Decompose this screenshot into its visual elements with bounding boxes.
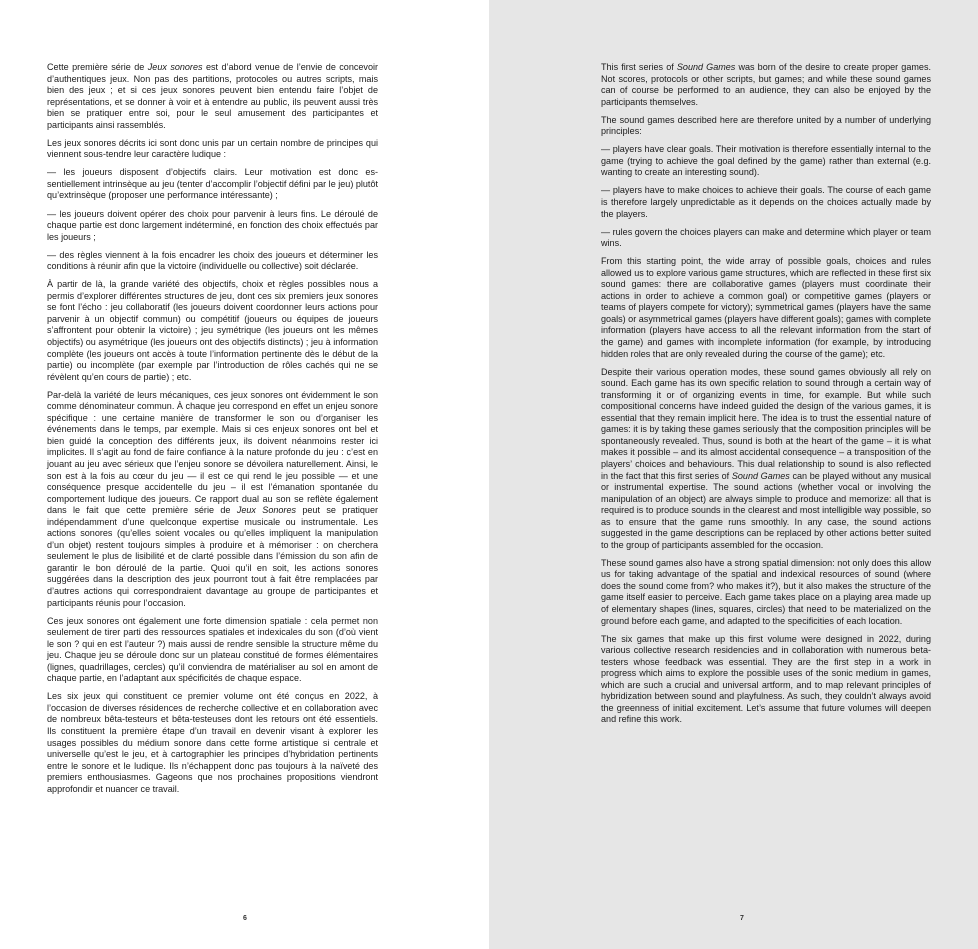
paragraph: — des règles viennent à la fois encadrer les choix des joueurs et déterminer les conditions à réunir afin que la victoire (individuelle ou collective) soit déclarée. bbox=[47, 249, 378, 272]
paragraph: These sound games also have a strong spatial dimension: not only does this allow us for taking advantage of the spatial and indexical resources of sound (where does the sound come from? who makes it?), but it also makes the structure of the game itself easier to perceive. Each game takes place on a playing area made up of elementary shapes (lines, squares, circles) that need to be materialized on the ground before each game, and adapted to the specificities of each location. bbox=[601, 557, 931, 626]
paragraph: — les joueurs disposent d’objectifs clairs. Leur motivation est donc essentiellement intrinsèque au jeu (tenter d’accomplir l’objectif défini par le jeu) plutôt qu’extrinsèque (proposer une performance intéressante) ; bbox=[47, 167, 378, 201]
paragraph: Cette première série de Jeux sonores est d’abord venue de l’envie de concevoir d’authentiques jeux. Non pas des partitions, protocoles ou autres scripts, mais bien des jeux ; et si ces jeux sonores peuvent bien entendu faire l’objet de représentations, et se donner à voir et à entendre au public, ils peuvent aussi très bien se pratiquer entre soi, pour le seul amusement des participantes et participants ainsi rassemblés. bbox=[47, 62, 379, 130]
paragraph: — players have clear goals. Their motivation is therefore essentially internal to the game (trying to achieve the goal defined by the game) rather than external (e.g. wanting to create an interesting sound). bbox=[601, 144, 931, 178]
page-number-right: 7 bbox=[740, 915, 744, 922]
paragraph: Les jeux sonores décrits ici sont donc unis par un certain nombre de principes qui viennent sous-tendre leur caractère ludique : bbox=[47, 137, 378, 160]
page-number-left: 6 bbox=[243, 915, 247, 922]
paragraph: The six games that make up this first volume were designed in 2022, during various collective research residencies and in collaboration with numerous beta-testers whose feedback was essential. They are the first step in a work in progress which aims to explore the possible uses of the sonic medium in games, which are such a crucial and universal artform, and to map relevant principles of hybridization between sound and playfulness. As such, they couldn’t always avoid the greenness of initial excitement. Let’s assume that future volumes will deepen and refine this work. bbox=[601, 633, 931, 725]
paragraph: From this starting point, the wide array of possible goals, choices and rules allowed us to explore various game structures, which are reflected in these first six sound games: there are collaborative games (players must coordinate their actions in order to achieve a common goal) or competitive games (players or teams of players compete for victory); symmetrical games (players have the same goals) or asymmetrical games (players have different goals); games with complete information (players have access to all the relevant information from the start of the game) and games with incomplete information (for example, by introducing hidden roles that are only revealed during the course of the game); etc. bbox=[601, 256, 931, 359]
paragraph: Despite their various operation modes, these sound games obviously all rely on sound. Each game has its own specific relation to sound through a certain way of transforming it or of organizing events in time, for example. But while such compositional concerns have indeed guided the design of the various games, it is essential that they remain implicit here. The idea is to trust the essential nature of games: it is by taking these games seriously that the composition principles will be spontaneously revealed. Thus, sound is both at the heart of the game – it is what makes it possible – and its almost accidental consequence – a transposition of the players’ choices and behaviours. This dual relationship to sound is also reflected in the fact that this first series of Sound Games can be played without any musical or instrumental expertise. The sound actions (whether vocal or involving the manipulation of an object) are always simple to produce and memorize: all that is required is to produce sounds in the clearest and most intelligible way possible, so as to ensure that the game runs smoothly. In any case, the sound actions suggested in the game descriptions can be replaced by other actions better suited to the group of participants assembled for the occasion. bbox=[601, 366, 931, 550]
paragraph: This first series of Sound Games was born of the desire to create proper games. Not scores, protocols or other scripts, but games; and while these sound games can of course be performed to an audience, they can also be enjoyed by the participants themselves. bbox=[601, 62, 931, 107]
paragraph: Les six jeux qui constituent ce premier volume ont été conçus en 2022, à l’occasion de diverses résidences de recherche collective et en collaboration avec de nombreux bêta-testeurs et bêta-testeuses dont les retours ont été essentiels. Ils constituent la première étape d’un travail en devenir visant à explorer les usages possibles du médium sonore dans cette forme artistique si centrale et universelle qu’est le jeu, et à cartographier les principes d’hybridation pertinents entre le sonore et le ludique. Ils n’échappent donc pas toujours à la naïveté des premiers enthousiasmes. Gageons que nos prochaines propositions viendront approfondir et nuancer ce travail. bbox=[47, 691, 378, 794]
paragraph: — players have to make choices to achieve their goals. The course of each game is therefore largely unpredictable as it depends on the choices actually made by the players. bbox=[601, 185, 931, 219]
paragraph: The sound games described here are therefore united by a number of underlying principles: bbox=[601, 114, 931, 137]
paragraph: — les joueurs doivent opérer des choix pour parvenir à leurs fins. Le déroulé de chaque partie est donc largement indéterminé, en fonction des choix effectués par les joueurs ; bbox=[47, 208, 378, 242]
left-page-text bbox=[47, 62, 378, 802]
paragraph: À partir de là, la grande variété des objectifs, choix et règles possibles nous a permis d’explorer différentes structures de jeu, dont ces six premiers jeux sonores se font l’écho : jeu collaboratif (les joueurs doivent coordonner leurs actions pour parvenir à un objectif commun) ou compétitif (joueurs ou équipes de joueurs s’affrontent pour obtenir la victoire) ; jeu symétrique (les joueurs ont les mêmes objectifs) ou asymétrique (les joueurs ont des objectifs distincts) ; jeu à information complète (les joueurs ont accès à toute l’information pertinente dès le début de la partie) ou incomplète (par exemple par l’introduction de rôles cachés qui ne se révèlent qu’en cours de partie) ; etc. bbox=[47, 279, 378, 382]
right-page-text bbox=[601, 62, 931, 732]
paragraph: Par-delà la variété de leurs mécaniques, ces jeux sonores ont évidemment le son comme dénominateur commun. À chaque jeu correspond en effet un enjeu sonore spécifique : une certaine manière de transformer le son ou d’organiser les événements dans le temps, par exemple. Mais si ces enjeux sonores ont bel et bien guidé la conception des différents jeux, ils doivent néanmoins rester ici implicites. Il s’agit au fond de faire confiance à la nature profonde du jeu : c’est en jouant au jeu avec sérieux que l’enjeu sonore se dévoilera naturellement. Ainsi, le son est à la fois au cœur du jeu — il est ce qui rend le jeu possible — et une conséquence presque accidentelle du jeu – il est l’émanation spontanée du comportement ludique des joueurs. Ce rapport dual au son se reflète également dans le fait que cette première série de Jeux Sonores peut se pratiquer indépendamment d’une quelconque expertise musicale ou instrumentale. Les actions sonores (qu’elles soient vocales ou qu’elles impliquent la manipulation d’un objet) restent toujours simples à produire et à mémoriser : on cherchera seulement le plus de lisibilité et de clarté possible dans l’émission du son afin de garantir le bon déroulé de la partie. Quoi qu’il en soit, les actions sonores suggérées dans la description des jeux pourront tout à fait être remplacées par d’autres actions qui correspondraient davantage au groupe de participantes et participants réunis pour l’occasion. bbox=[47, 389, 378, 608]
paragraph: — rules govern the choices players can make and determine which player or team wins. bbox=[601, 226, 931, 249]
paragraph: Ces jeux sonores ont également une forte dimension spatiale : cela permet non seulement de tirer parti des ressources spatiales et indexicales du son (d’où vient le son ? qui en est l’auteur ?) mais aussi de rendre sensible la structure même du jeu. Chaque jeu se déroule donc sur un plateau constitué de formes élémentaires (lignes, quadrillages, cercles) qu’il conviendra de matérialiser au sol en amont de chaque partie, en l’adaptant aux spécificités de chaque espace. bbox=[47, 615, 378, 684]
right-page bbox=[489, 0, 978, 949]
